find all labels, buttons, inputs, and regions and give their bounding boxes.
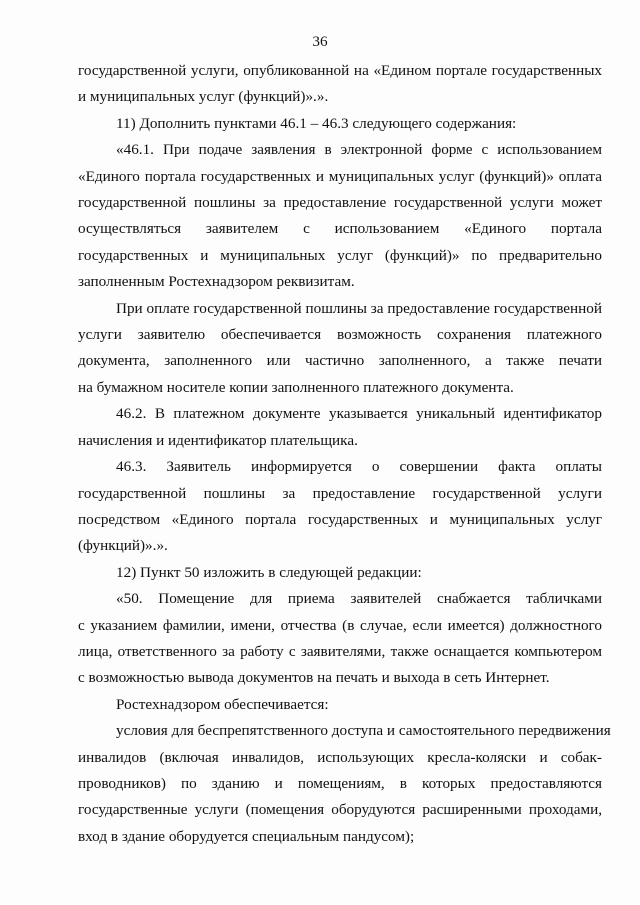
text-line: на бумажном носителе копии заполненного платежного документа. <box>78 378 514 396</box>
text-line: условия для беспрепятственного доступа и самостоятельного передвижения <box>116 722 611 740</box>
text-line: документа, заполненного или частично заполненного, а также печати <box>78 352 602 370</box>
text-line: 12) Пункт 50 изложить в следующей редакции: <box>116 563 422 581</box>
text-line: Ростехнадзором обеспечивается: <box>116 695 329 713</box>
paragraph <box>78 560 602 586</box>
text-line: государственные услуги (помещения оборудуются расширенными проходами, <box>78 801 602 819</box>
text-line: «50. Помещение для приема заявителей снабжается табличками <box>116 590 602 608</box>
text-line: «Единого портала государственных и муниципальных услуг (функций)» оплата <box>78 167 602 185</box>
text-line: государственной услуги, опубликованной на «Едином портале государственных <box>78 62 602 79</box>
text-line: «46.1. При подаче заявления в электронной форме с использованием <box>116 141 602 159</box>
text-line: проводников) по зданию и помещениям, в которых предоставляются <box>78 774 602 792</box>
text-line: с указанием фамилии, имени, отчества (в случае, если имеется) должностного <box>78 616 602 634</box>
paragraph <box>78 137 602 295</box>
text-line: государственной пошлины за предоставление государственной услуги <box>78 484 602 502</box>
text-line: заполненным Ростехнадзором реквизитам. <box>78 273 355 291</box>
paragraph <box>78 58 602 111</box>
text-line: 46.2. В платежном документе указывается уникальный идентификатор <box>116 405 602 423</box>
document-body <box>78 58 611 850</box>
paragraph <box>78 718 611 850</box>
text-line: посредством «Единого портала государственных и муниципальных услуг <box>78 510 602 528</box>
text-line: государственных и муниципальных услуг (функций)» по предварительно <box>78 246 602 264</box>
text-line: государственной пошлины за предоставление государственной услуги может <box>78 194 602 212</box>
text-line: (функций)».». <box>78 537 168 555</box>
text-line: При оплате государственной пошлины за предоставление государственной <box>116 299 602 317</box>
text-line: с возможностью вывода документов на печать и выхода в сеть Интернет. <box>78 669 550 687</box>
text-line: вход в здание оборудуется специальным пандусом); <box>78 827 415 845</box>
paragraph <box>78 111 602 137</box>
text-line: инвалидов (включая инвалидов, использующих кресла-коляски и собак- <box>78 748 602 766</box>
text-line: 11) Дополнить пунктами 46.1 – 46.3 следующего содержания: <box>116 114 517 132</box>
text-line: и муниципальных услуг (функций)».». <box>78 88 329 106</box>
page-number: 36 <box>312 33 328 50</box>
text-line: лица, ответственного за работу с заявителями, также оснащается компьютером <box>78 642 602 660</box>
paragraph <box>78 401 602 454</box>
paragraph <box>78 454 602 560</box>
paragraph <box>78 296 602 402</box>
text-line: услуги заявителю обеспечивается возможность сохранения платежного <box>78 326 602 344</box>
paragraph <box>78 692 602 718</box>
text-line: осуществляться заявителем с использованием «Единого портала <box>78 220 602 238</box>
text-line: 46.3. Заявитель информируется о совершении факта оплаты <box>116 458 602 476</box>
paragraph <box>78 586 602 692</box>
text-line: начисления и идентификатор плательщика. <box>78 431 358 449</box>
